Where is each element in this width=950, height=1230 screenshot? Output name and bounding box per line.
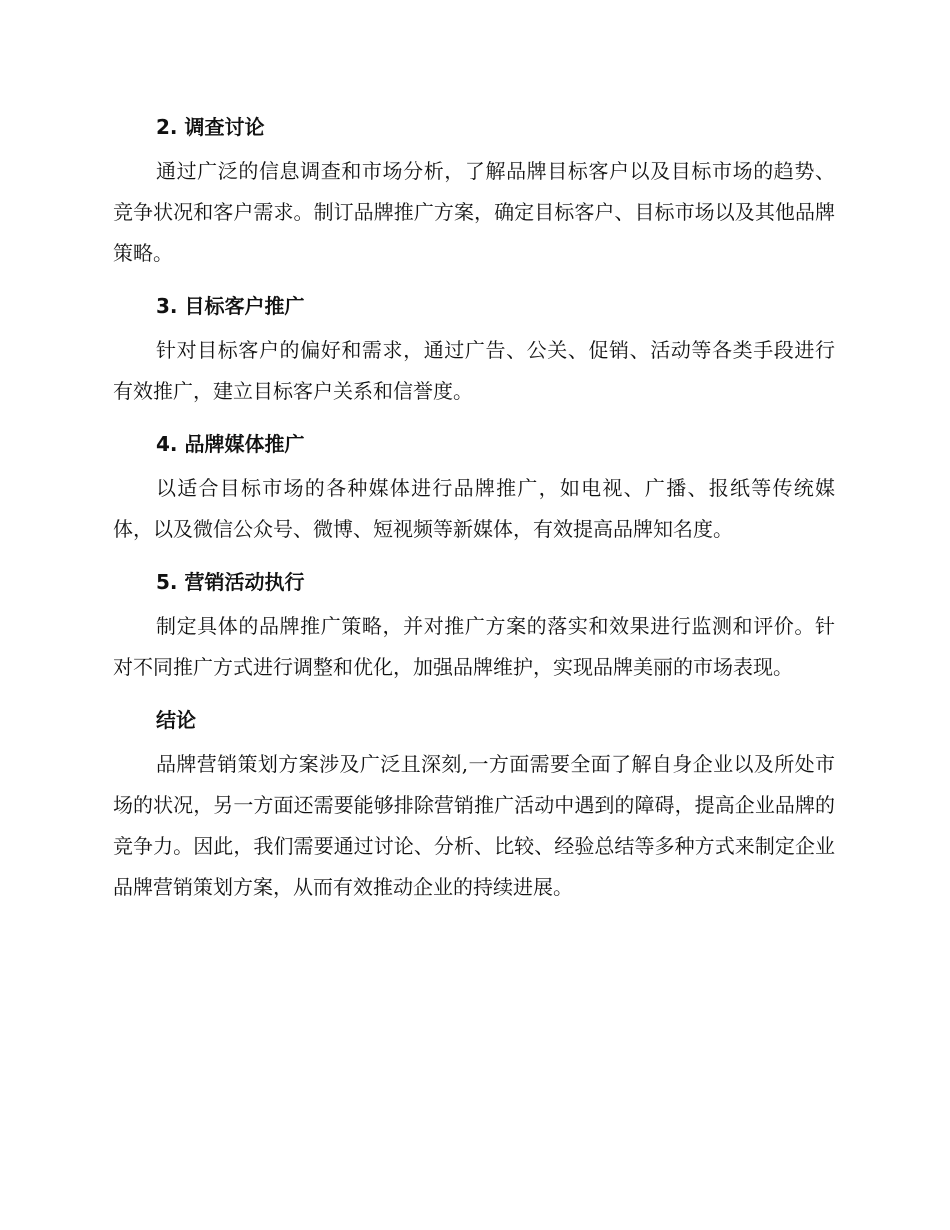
section-heading-media-promotion: 4. 品牌媒体推广 (156, 432, 305, 456)
section-heading-campaign-execution: 5. 营销活动执行 (156, 570, 305, 594)
document-body (113, 106, 835, 908)
section-paragraph-survey: 通过广泛的信息调查和市场分析，了解品牌目标客户以及目标市场的趋势、竞争状况和客户需求。制订品牌推广方案，确定目标客户、目标市场以及其他品牌策略。 (113, 159, 835, 265)
section-paragraph-target-customer: 针对目标客户的偏好和需求，通过广告、公关、促销、活动等各类手段进行有效推广，建立目标客户关系和信誉度。 (113, 338, 835, 403)
section-heading-target-customer: 3. 目标客户推广 (156, 294, 305, 318)
section-heading-conclusion: 结论 (156, 708, 196, 732)
section-paragraph-conclusion: 品牌营销策划方案涉及广泛且深刻,一方面需要全面了解自身企业以及所处市场的状况，另一方面还需要能够排除营销推广活动中遇到的障碍，提高企业品牌的竞争力。因此，我们需要通过讨论、分析、比较、经验总结等多种方式来制定企业品牌营销策划方案，从而有效推动企业的持续进展。 (113, 752, 835, 899)
section-paragraph-campaign-execution: 制定具体的品牌推广策略，并对推广方案的落实和效果进行监测和评价。针对不同推广方式进行调整和优化，加强品牌维护，实现品牌美丽的市场表现。 (113, 614, 835, 679)
section-heading-survey: 2. 调查讨论 (156, 115, 265, 139)
section-paragraph-media-promotion: 以适合目标市场的各种媒体进行品牌推广，如电视、广播、报纸等传统媒体，以及微信公众号、微博、短视频等新媒体，有效提高品牌知名度。 (113, 476, 835, 541)
